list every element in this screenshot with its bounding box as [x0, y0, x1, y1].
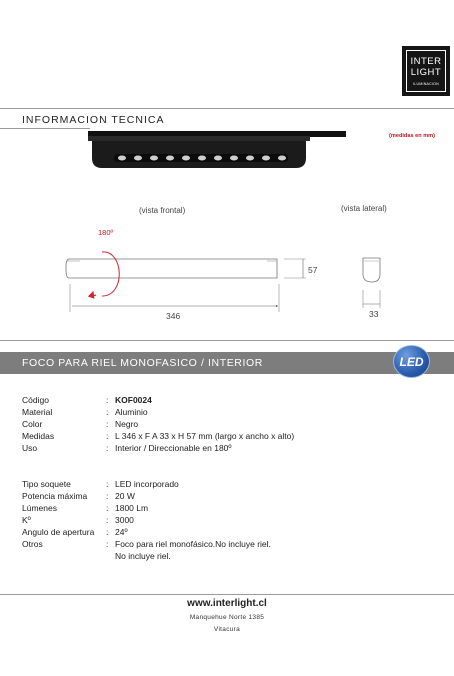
spec-value-continued: No incluye riel.	[115, 551, 171, 561]
spec-row	[22, 514, 442, 526]
spec-key: Kº	[22, 515, 31, 525]
spec-colon: :	[106, 527, 109, 537]
website-link[interactable]: www.interlight.cl	[187, 598, 267, 609]
height-label: 57	[308, 265, 318, 275]
footer-rule	[0, 594, 454, 595]
spec-value: L 346 x F A 33 x H 57 mm (largo x ancho x alto)	[115, 431, 295, 441]
spec-key: Color	[22, 419, 43, 429]
spec-value: Interior / Direccionable en 180º	[115, 443, 232, 453]
specs-group-general	[22, 394, 442, 454]
spec-colon: :	[106, 503, 109, 513]
spec-colon: :	[106, 407, 109, 417]
spec-value: Aluminio	[115, 407, 148, 417]
mid-rule	[0, 340, 454, 341]
spec-row	[22, 490, 442, 502]
specs-group-technical	[22, 478, 442, 562]
spec-row	[22, 394, 442, 406]
photo-rail-adapter	[88, 136, 310, 141]
logo-line-3: ILUMINACION	[413, 82, 439, 86]
spec-value: 1800 Lm	[115, 503, 149, 513]
product-photo	[88, 136, 310, 170]
spec-key: Uso	[22, 443, 38, 453]
logo-line-2: LIGHT	[410, 67, 442, 78]
spec-colon: :	[106, 443, 109, 453]
spec-key: Lúmenes	[22, 503, 57, 513]
spec-key: Angulo de apertura	[22, 527, 95, 537]
spec-row	[22, 406, 442, 418]
side-view-drawing	[356, 256, 388, 310]
spec-key: Material	[22, 407, 53, 417]
spec-row	[22, 526, 442, 538]
address-line-1: Manquehue Norte 1385	[189, 614, 265, 621]
spec-row	[22, 430, 442, 442]
section-title: INFORMACION TECNICA	[22, 114, 165, 126]
led-badge-text: LED	[399, 355, 424, 369]
spec-row	[22, 538, 442, 550]
title-underline	[0, 128, 90, 129]
spec-key: Tipo soquete	[22, 479, 71, 489]
front-view-label: (vista frontal)	[139, 206, 186, 215]
address-line-2: Vitacura	[213, 626, 241, 633]
spec-colon: :	[106, 431, 109, 441]
spec-key: Medidas	[22, 431, 55, 441]
width-label: 33	[369, 309, 379, 319]
spec-colon: :	[106, 419, 109, 429]
rotation-label: 180º	[98, 228, 114, 237]
front-view-drawing	[60, 240, 320, 312]
spec-row-continued	[22, 550, 442, 562]
spec-key: Potencia máxima	[22, 491, 88, 501]
spec-row	[22, 478, 442, 490]
spec-value: Foco para riel monofásico.No incluye riel.	[115, 539, 271, 549]
logo-frame	[406, 50, 446, 92]
led-badge-icon	[393, 345, 430, 378]
spec-key: Código	[22, 395, 49, 405]
spec-colon: :	[106, 515, 109, 525]
spec-value: 3000	[115, 515, 134, 525]
spec-value: LED incorporado	[115, 479, 179, 489]
rotation-arc	[102, 252, 119, 296]
side-view-label: (vista lateral)	[341, 204, 387, 213]
spec-value: Negro	[115, 419, 139, 429]
side-body-outline	[363, 258, 380, 282]
logo-line-1: INTER	[410, 56, 442, 67]
rotation-arrow-head	[93, 292, 96, 295]
interlight-logo	[402, 46, 450, 96]
spec-row	[22, 442, 442, 454]
spec-key: Otros	[22, 539, 43, 549]
spec-colon: :	[106, 395, 109, 405]
spec-value: KOF0024	[115, 395, 152, 405]
spec-value: 20 W	[115, 491, 135, 501]
length-label: 346	[166, 311, 181, 321]
spec-colon: :	[106, 491, 109, 501]
spec-value: 24º	[115, 527, 128, 537]
product-title: FOCO PARA RIEL MONOFASICO / INTERIOR	[22, 357, 263, 369]
spec-row	[22, 418, 442, 430]
units-note: (medidas en mm)	[389, 133, 436, 139]
spec-colon: :	[106, 479, 109, 489]
spec-row	[22, 502, 442, 514]
top-rule	[0, 108, 454, 109]
spec-colon: :	[106, 539, 109, 549]
front-body-outline	[66, 259, 277, 278]
